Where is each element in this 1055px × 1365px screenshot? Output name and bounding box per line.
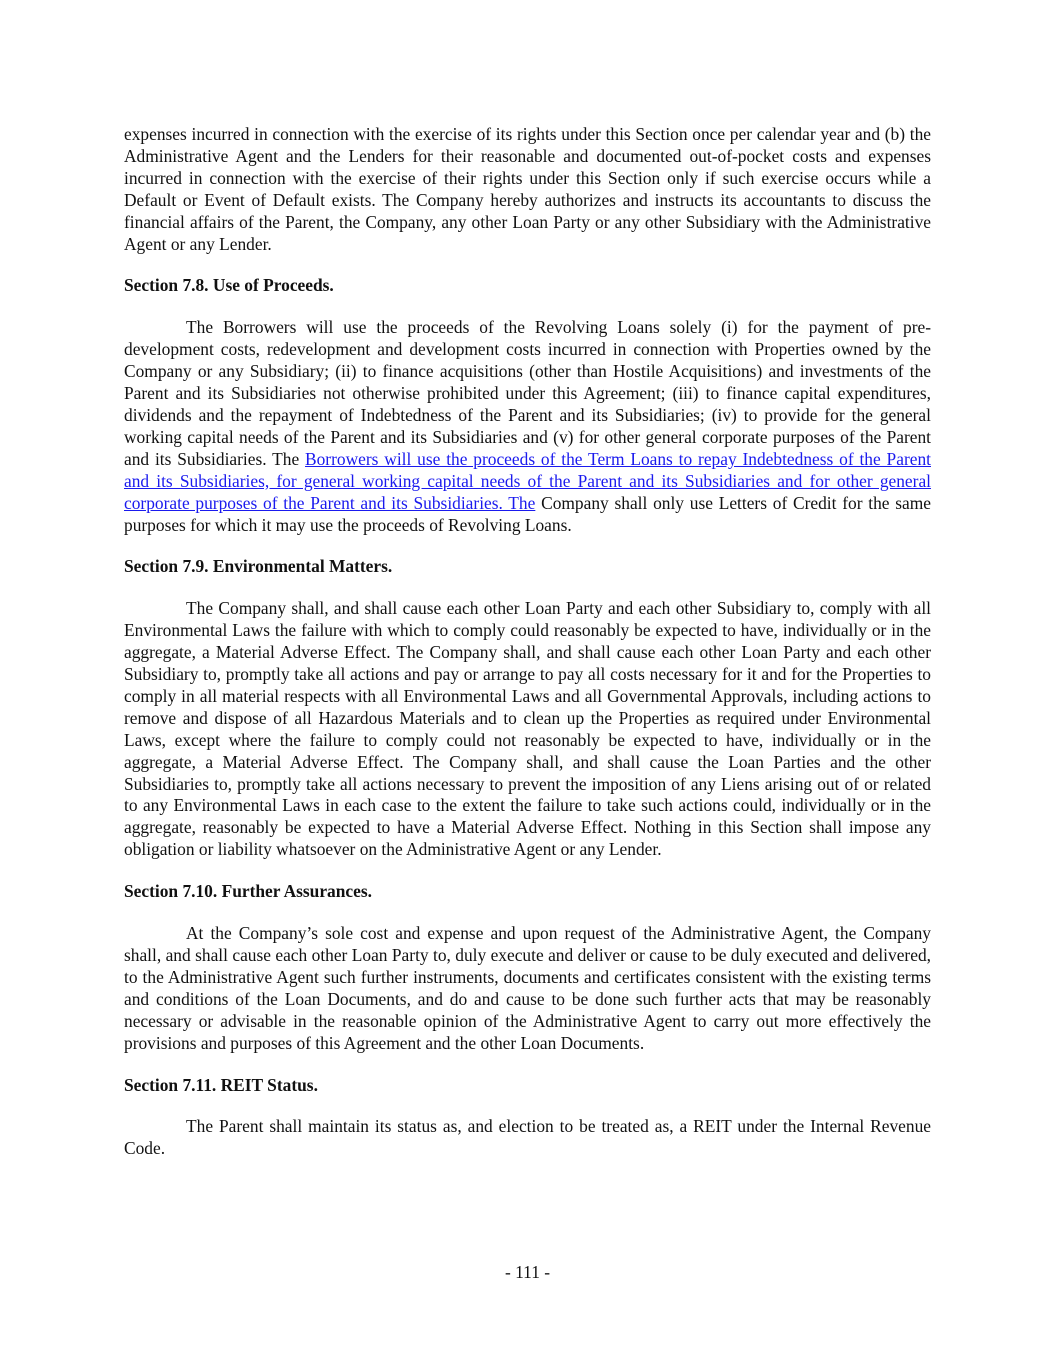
intro-paragraph: expenses incurred in connection with the exercise of its rights under this Section once per calendar year and (b) the Administrative Agent and the Lenders for their reasonable and documented out-of-pocket costs and expenses incurred in connection with the exercise of their rights under this Section only if such exercise occurs while a Default or Event of Default exists. The Company hereby authorizes and instructs its accountants to discuss the financial affairs of the Parent, the Company, any other Loan Party or any other Subsidiary with the Administrative Agent or any Lender. [124, 124, 931, 254]
section-7-10-paragraph: At the Company’s sole cost and expense and upon request of the Administrative Agent, the Company shall, and shall cause each other Loan Party to, duly execute and deliver or cause to be duly executed and delivered, to the Administrative Agent such further instruments, documents and certificates consistent with the existing terms and conditions of the Loan Documents, and do and cause to be done such further acts that may be reasonably necessary or advisable in the reasonable opinion of the Administrative Agent to carry out more effectively the provisions and purposes of this Agreement and the other Loan Documents. [124, 923, 931, 1053]
section-7-8-text-before: The Borrowers will use the proceeds of the Revolving Loans solely (i) for the payment of pre-development costs, redevelopment and development costs incurred in connection with Properties owned by the Company or any Subsidiary; (ii) to finance acquisitions (other than Hostile Acquisitions) and investments of the Parent and its Subsidiaries not otherwise prohibited under this Agreement; (iii) to finance capital expenditures, dividends and the repayment of Indebtedness of the Parent and its Subsidiaries; (iv) to provide for the general working capital needs of the Parent and its Subsidiaries and (v) for other general corporate purposes of the Parent and its Subsidiaries. The [124, 317, 931, 469]
page-number: - 111 - [504, 1262, 551, 1282]
document-page [124, 124, 931, 1160]
section-7-9-heading: Section 7.9. Environmental Matters. [124, 556, 393, 577]
section-7-8-text-after: Company shall only use Letters of Credit for the same purposes for which it may use the proceeds of Revolving Loans. [124, 492, 931, 535]
section-7-8-heading: Section 7.8. Use of Proceeds. [124, 275, 334, 296]
section-7-10-heading: Section 7.10. Further Assurances. [124, 881, 372, 902]
section-7-9-paragraph: The Company shall, and shall cause each other Loan Party and each other Subsidiary to, comply with all Environmental Laws the failure with which to comply could reasonably be expected to have, individually or in the aggregate, a Material Adverse Effect. The Company shall, and shall cause each other Loan Party and each other Subsidiary to, promptly take all actions and pay or arrange to pay all costs necessary for it and for the Properties to comply in all material respects with all Environmental Laws and all Governmental Approvals, including actions to remove and dispose of all Hazardous Materials and to clean up the Properties as required under Environmental Laws, except where the failure to comply could not reasonably be expected to have, individually or in the aggregate, a Material Adverse Effect. The Company shall, and shall cause the Loan Parties and the other Subsidiaries to, promptly take all actions necessary to prevent the imposition of any Liens arising out of or related to any Environmental Laws in each case to the extent the failure to take such actions could, individually or in the aggregate, reasonably be expected to have a Material Adverse Effect. Nothing in this Section shall impose any obligation or liability whatsoever on the Administrative Agent or any Lender. [124, 598, 931, 860]
term-loans-link[interactable]: Borrowers will use the proceeds of the Term Loans to repay Indebtedness of the Parent and its Subsidiaries, for general working capital needs of the Parent and its Subsidiaries and for other general corporate purposes of the Parent and its Subsidiaries. The [124, 448, 931, 513]
section-7-11-heading: Section 7.11. REIT Status. [124, 1074, 318, 1095]
section-7-11-paragraph: The Parent shall maintain its status as, and election to be treated as, a REIT under the Internal Revenue Code. [124, 1116, 931, 1159]
section-7-8-paragraph [124, 317, 931, 536]
